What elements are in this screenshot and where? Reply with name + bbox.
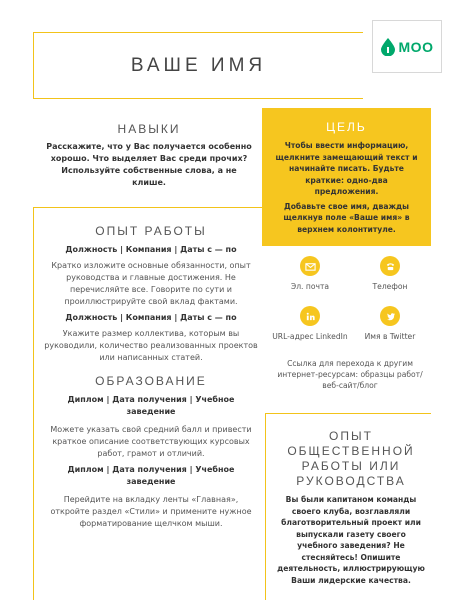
- drop-icon: [381, 38, 395, 56]
- contact-phone[interactable]: [350, 256, 430, 292]
- education-heading-2[interactable]: Диплом | Дата получения | Учебное заведение: [67, 465, 235, 486]
- goal-text-1[interactable]: Чтобы ввести информацию, щелкните замещающий текст и начинайте писать. Будьте краткие: одно-два предложения.: [275, 141, 418, 196]
- experience-title[interactable]: ОПЫТ РАБОТЫ: [95, 224, 207, 238]
- community-text[interactable]: Вы были капитаном команды своего клуба, возглавляли благотворительный проект или выпускали газету своего учебного заведения? Не стесняйтесь! Опишите деятельность, иллюстрирующую Ваши лидерские качества.: [277, 495, 425, 585]
- education-description-2[interactable]: Перейдите на вкладку ленты «Главная», откройте раздел «Стили» и примените нужное форматирование щелчком мыши.: [50, 495, 252, 528]
- links-text[interactable]: Ссылка для перехода к другим интернет-ресурсам: образцы работ/веб-сайт/блог: [277, 359, 423, 390]
- skills-section: [44, 122, 254, 189]
- resume-name[interactable]: ВАШЕ ИМЯ: [130, 54, 267, 76]
- contact-email[interactable]: [270, 256, 350, 292]
- goal-text-2[interactable]: Добавьте свое имя, дважды щелкнув поле «Ваше имя» в верхнем колонтитуле.: [283, 201, 410, 234]
- goal-title[interactable]: ЦЕЛЬ: [326, 120, 367, 134]
- education-title[interactable]: ОБРАЗОВАНИЕ: [95, 374, 207, 388]
- goal-section: [262, 108, 431, 246]
- name-box: [33, 32, 363, 99]
- twitter-label[interactable]: Имя в Twitter: [364, 332, 416, 341]
- contact-twitter[interactable]: [350, 306, 430, 342]
- contacts-section: [270, 256, 430, 391]
- community-title[interactable]: ОПЫТ ОБЩЕСТВЕННОЙ РАБОТЫ ИЛИ РУКОВОДСТВА: [287, 429, 415, 488]
- job-heading-1[interactable]: Должность | Компания | Даты с — по: [65, 245, 237, 254]
- skills-text[interactable]: Расскажите, что у Вас получается особенно хорошо. Что выделяет Вас среди прочих? Используйте собственные слова, а не клише.: [46, 142, 252, 187]
- phone-icon: [380, 256, 400, 276]
- contact-linkedin[interactable]: [270, 306, 350, 342]
- community-section: [276, 429, 426, 586]
- moo-logo: [372, 20, 442, 73]
- email-label[interactable]: Эл. почта: [290, 282, 330, 291]
- job-heading-2[interactable]: Должность | Компания | Даты с — по: [65, 313, 237, 322]
- twitter-icon: [380, 306, 400, 326]
- job-description-1[interactable]: Кратко изложите основные обязанности, опыт руководства и главные достижения. Не перечисляйте все. Говорите по сути и проиллюстрируйте свой вклад фактами.: [51, 261, 251, 306]
- moo-logo-text: MOO: [398, 38, 434, 55]
- envelope-icon: [300, 256, 320, 276]
- education-description-1[interactable]: Можете указать свой средний балл и привести краткое описание соответствующих курсовых работ, грамот и отличий.: [50, 425, 252, 458]
- skills-title[interactable]: НАВЫКИ: [117, 122, 181, 136]
- job-description-2[interactable]: Укажите размер коллектива, которым вы руководили, количество реализованных проектов или написанных статей.: [44, 329, 258, 362]
- experience-section: [44, 224, 258, 530]
- linkedin-icon: [300, 306, 320, 326]
- phone-label[interactable]: Телефон: [372, 282, 408, 291]
- education-heading-1[interactable]: Диплом | Дата получения | Учебное заведение: [67, 395, 235, 416]
- linkedin-label[interactable]: URL-адрес LinkedIn: [272, 332, 348, 341]
